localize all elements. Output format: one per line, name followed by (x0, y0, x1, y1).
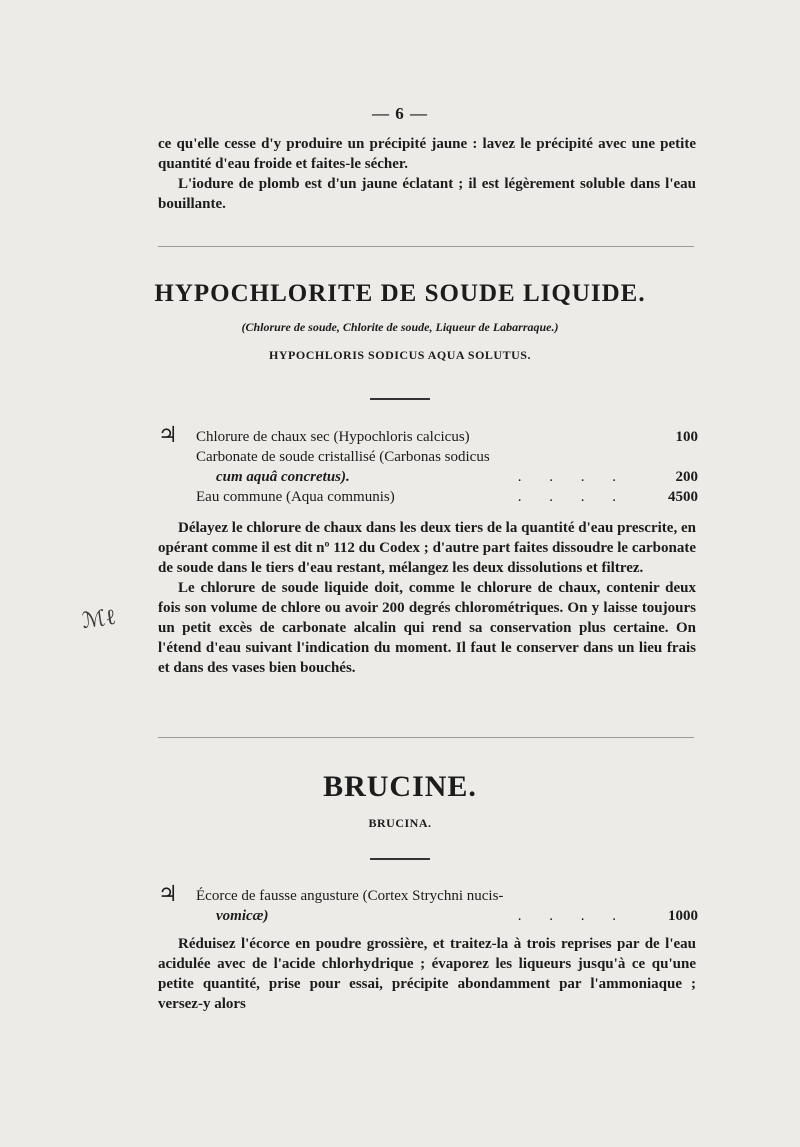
section-divider (158, 737, 694, 738)
ingredient-name: vomicæ) (216, 908, 269, 924)
ingredient-name: Écorce de fausse angusture (Cortex Strychni nucis- (196, 888, 504, 904)
section-title-hypochlorite: HYPOCHLORITE DE SOUDE LIQUIDE. (154, 280, 646, 307)
title-dash (370, 398, 430, 400)
leader-dots: . . . . (517, 469, 628, 485)
section-latin-name: HYPOCHLORIS SODICUS AQUA SOLUTUS. (269, 348, 531, 362)
page-number: — 6 — (372, 104, 428, 123)
intro-paragraph-2: L'iodure de plomb est d'un jaune éclatant ; il est légèrement soluble dans l'eau bouillante. (158, 176, 696, 212)
ingredient-name: Chlorure de chaux sec (Hypochloris calcicus) (196, 429, 470, 445)
ingredient-quantity: 100 (675, 429, 698, 445)
handwritten-margin-mark-icon: ℳℓ (80, 603, 118, 634)
hypochlorite-instructions (158, 518, 696, 678)
brucine-instructions (158, 934, 696, 1014)
ingredient-name: Carbonate de soude cristallisé (Carbonas sodicus (196, 449, 490, 465)
title-dash (370, 858, 430, 860)
ingredient-name: Eau commune (Aqua communis) (196, 489, 395, 505)
section-divider (158, 246, 694, 247)
section-synonyms: (Chlorure de soude, Chlorite de soude, Liqueur de Labarraque.) (241, 320, 559, 334)
section-title-brucine: BRUCINE. (323, 770, 477, 803)
instruction-paragraph-1: Délayez le chlorure de chaux dans les deux tiers de la quantité d'eau prescrite, en opérant comme il est dit nº 112 du Codex ; d'autre part faites dissoudre le carbonate de soude dans le tiers d'eau restant, mélangez les deux dissolutions et filtrez. (158, 520, 696, 576)
ingredient-quantity: 1000 (668, 908, 698, 924)
instruction-paragraph-2: Le chlorure de soude liquide doit, comme le chlorure de chaux, contenir deux fois son volume de chlore ou avoir 200 degrés chlorométriques. On y laisse toujours un petit excès de carbonate alcalin qui rend sa conservation plus certaine. On l'étend d'eau suivant l'indication du moment. Il faut le conserver dans un lieu frais et dans des vases bien bouchés. (158, 580, 696, 676)
intro-text (158, 134, 696, 214)
section-latin-name: BRUCINA. (368, 816, 432, 830)
ingredient-name: cum aquâ concretus). (216, 469, 350, 485)
ingredient-quantity: 200 (675, 469, 698, 485)
recipe-symbol-icon: ♃ (158, 881, 178, 906)
instruction-paragraph: Réduisez l'écorce en poudre grossière, et traitez-la à trois reprises par de l'eau acidulée avec de l'acide chlorhydrique ; évaporez les liqueurs jusqu'à ce qu'une petite quantité, prise pour essai, précipite abondamment par l'ammoniaque ; versez-y alors (158, 936, 696, 1012)
leader-dots: . . . . (517, 489, 628, 505)
intro-paragraph-1: ce qu'elle cesse d'y produire un précipité jaune : lavez le précipité avec une petite quantité d'eau froide et faites-le sécher. (158, 136, 696, 172)
ingredient-quantity: 4500 (668, 489, 698, 505)
leader-dots: . . . . (517, 908, 628, 924)
recipe-symbol-icon: ♃ (158, 422, 178, 447)
